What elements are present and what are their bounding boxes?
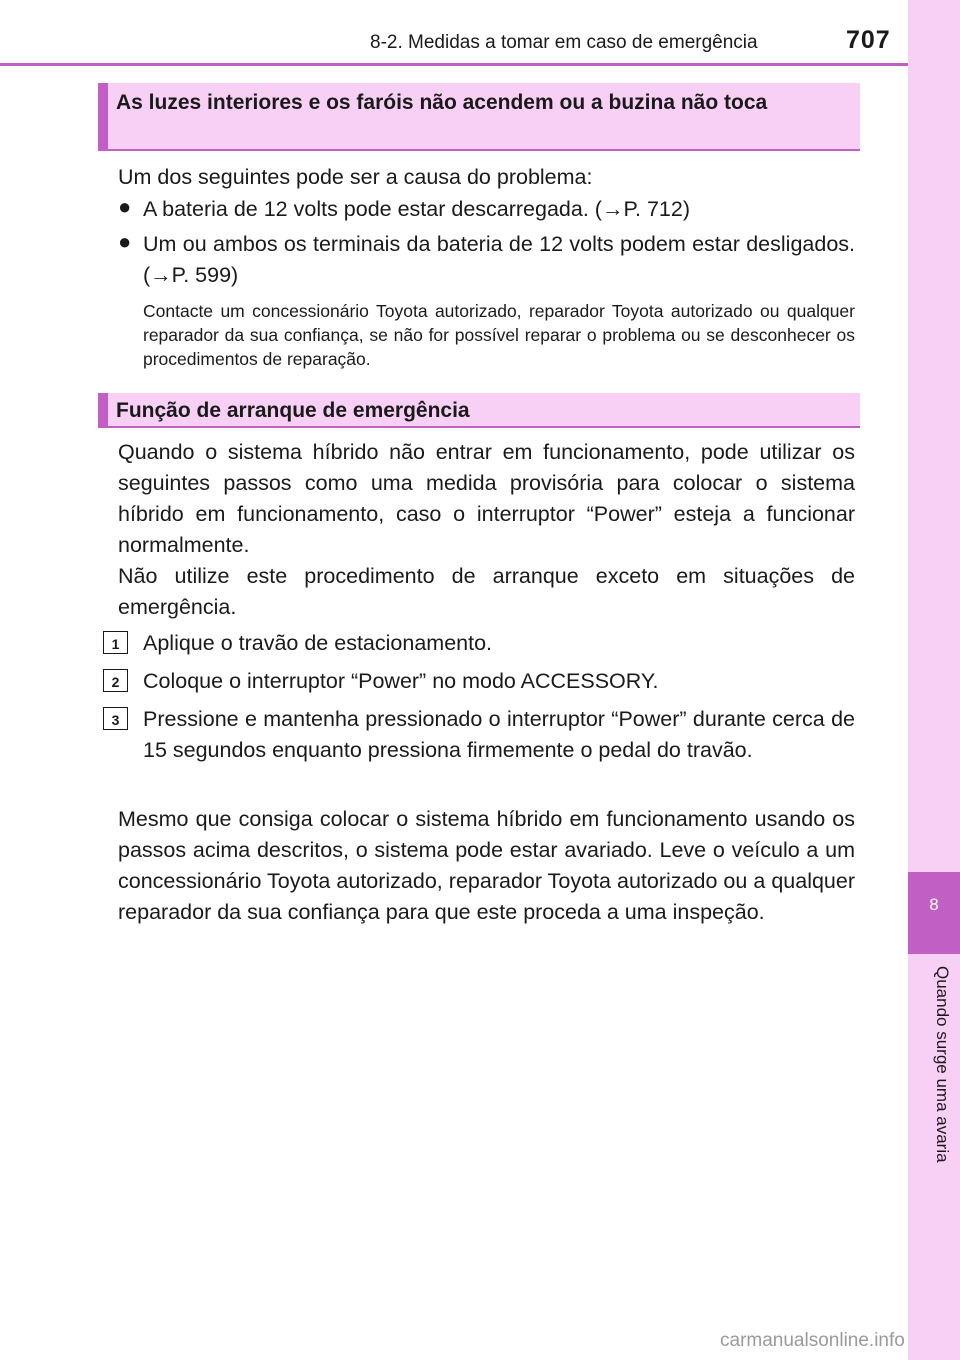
service-note: Contacte um concessionário Toyota autorizado, reparador Toyota autorizado ou qualquer reparador da sua confiança, se não for possível reparar o problema ou se desconhecer os procedimentos de reparação. xyxy=(143,301,855,369)
bullet-icon: ● xyxy=(118,229,132,254)
bullet-icon: ● xyxy=(118,194,132,219)
section-heading-emergency-start: Função de arranque de emergência xyxy=(98,393,860,428)
intro-text: Um dos seguintes pode ser a causa do problema: xyxy=(118,165,593,189)
step-text: Coloque o interruptor “Power” no modo ACCESSORY. xyxy=(143,669,659,693)
step-number-box: 2 xyxy=(103,669,128,692)
bullet-item: A bateria de 12 volts pode estar descarregada. (→P. 712) xyxy=(143,197,691,221)
step-text: Pressione e mantenha pressionado o interruptor “Power” durante cerca de 15 segundos enquanto pressiona firmemente o pedal do travão. xyxy=(143,707,855,762)
section-heading-lights: As luzes interiores e os faróis não acendem ou a buzina não toca xyxy=(98,83,860,151)
closing-paragraph: Mesmo que consiga colocar o sistema híbrido em funcionamento usando os passos acima descritos, o sistema pode estar avariado. Leve o veículo a um concessionário Toyota autorizado, reparador Toyota autorizado ou a qualquer reparador da sua confiança para que este proceda a uma inspeção. xyxy=(118,807,855,924)
chapter-title: Quando surge uma avaria xyxy=(933,966,952,1163)
header-rule xyxy=(0,63,908,66)
paragraph: Não utilize este procedimento de arranque exceto em situações de emergência. xyxy=(118,564,855,619)
step-number-box: 3 xyxy=(103,707,128,730)
step-text: Aplique o travão de estacionamento. xyxy=(143,631,493,655)
watermark: carmanualsonline.info xyxy=(720,1330,905,1351)
running-header: 8-2. Medidas a tomar em caso de emergência xyxy=(370,32,758,53)
chapter-number: 8 xyxy=(929,895,939,914)
step-number-box: 1 xyxy=(103,631,128,654)
bullet-item: Um ou ambos os terminais da bateria de 12 volts podem estar desligados. (→P. 599) xyxy=(143,232,855,287)
paragraph: Quando o sistema híbrido não entrar em funcionamento, pode utilizar os seguintes passos como uma medida provisória para colocar o sistema híbrido em funcionamento, caso o interruptor “Power” esteja a funcionar normalmente. xyxy=(118,440,855,557)
page-number: 707 xyxy=(846,26,891,54)
